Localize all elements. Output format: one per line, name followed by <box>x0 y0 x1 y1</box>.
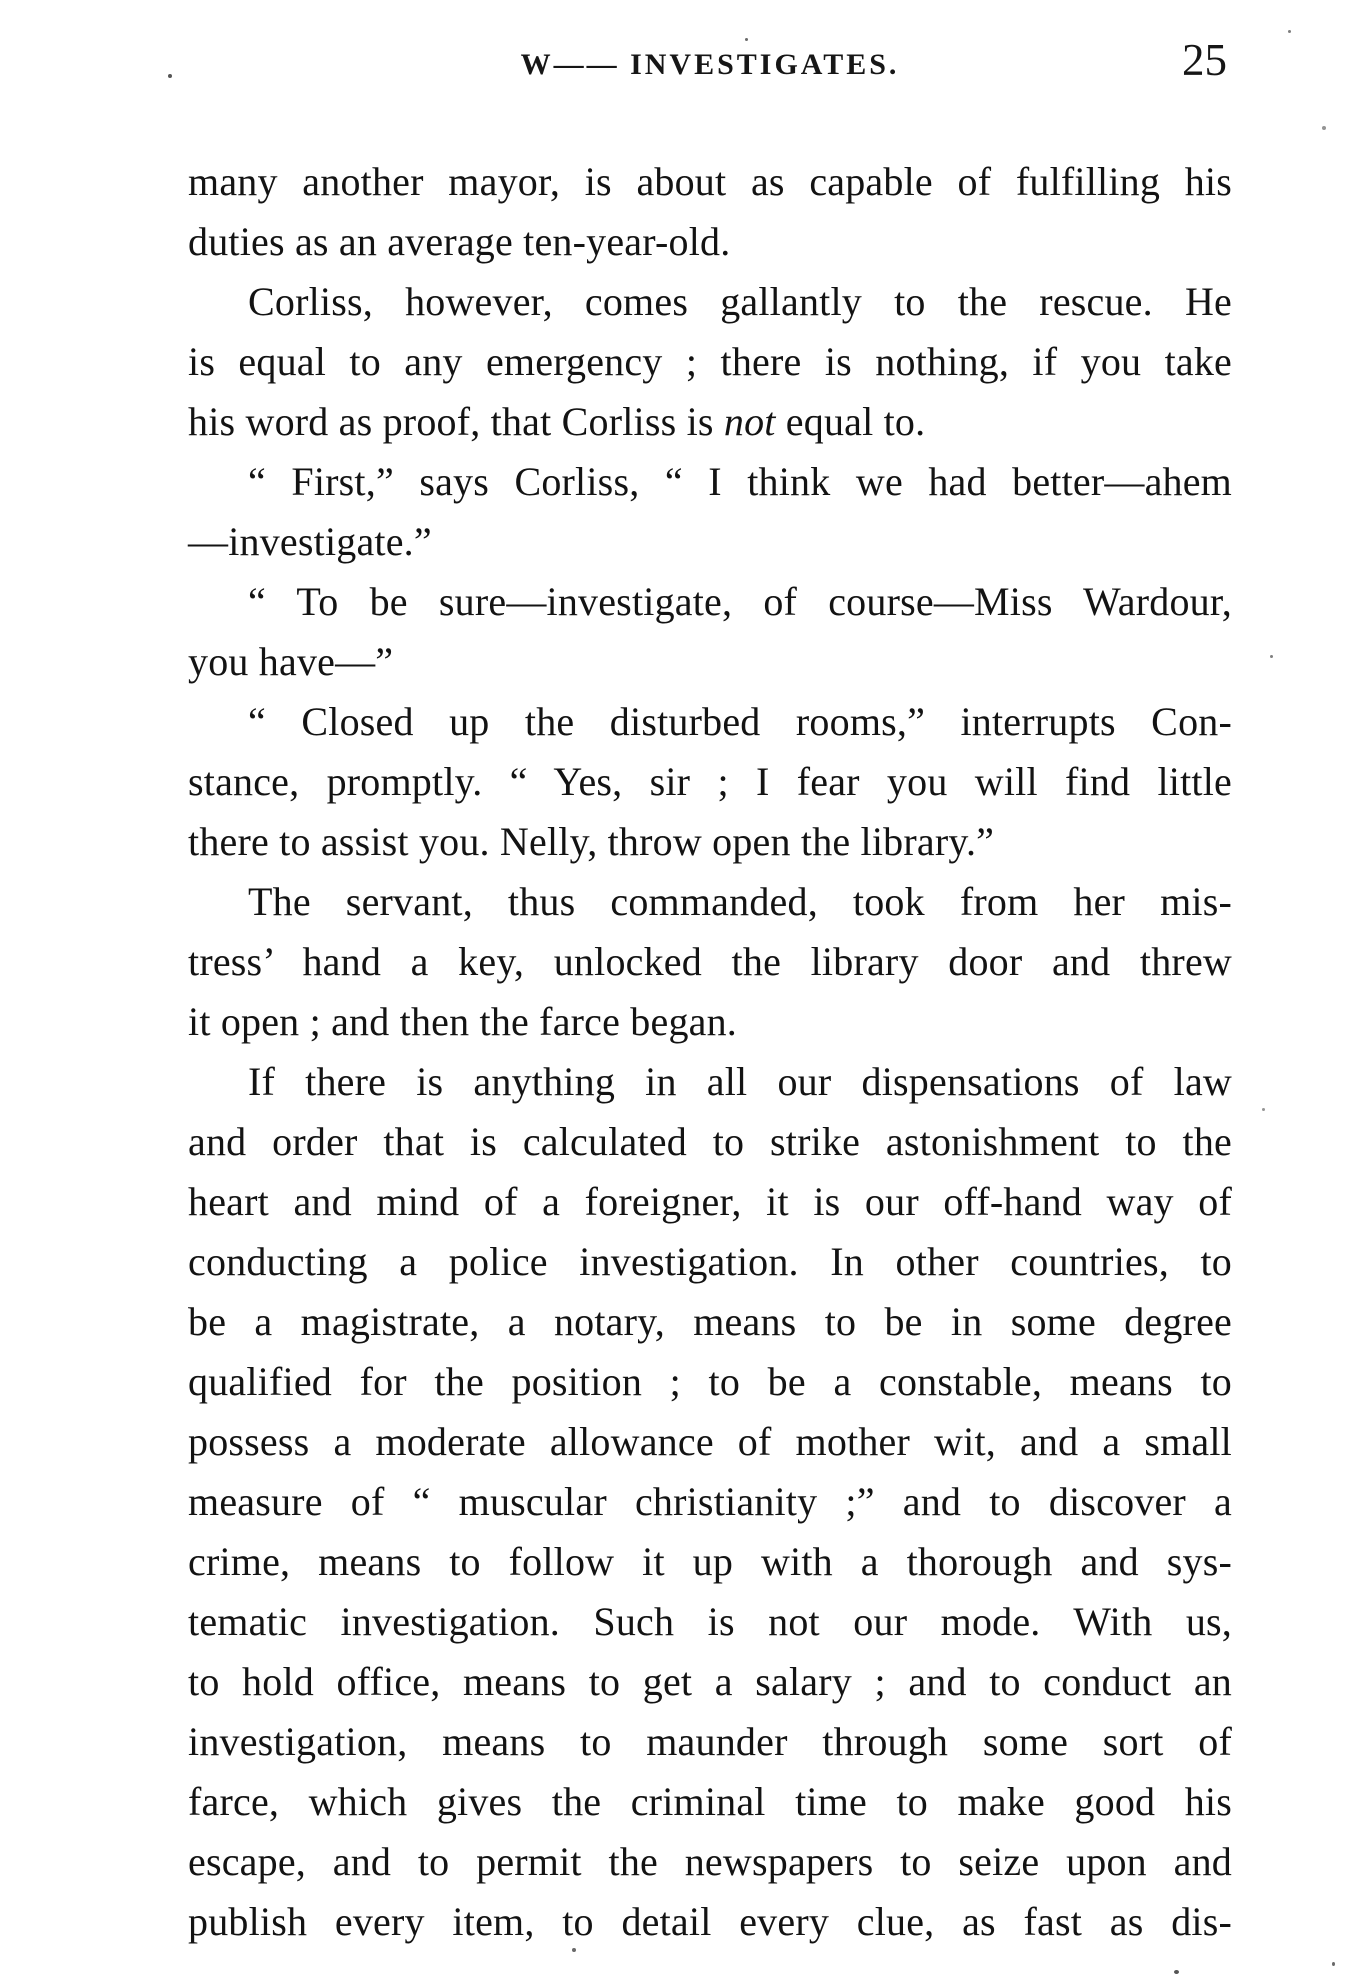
text-line: investigation, means to maunder through some sort of <box>188 1719 1232 1764</box>
scan-speck <box>1270 655 1273 658</box>
text-line: The servant, thus commanded, took from her mis- <box>248 879 1232 924</box>
text-line: —investigate.” <box>188 519 432 564</box>
text-line: “ To be sure—investigate, of course—Miss Wardour, <box>248 579 1232 624</box>
text-line: farce, which gives the criminal time to make good his <box>188 1779 1232 1824</box>
scan-speck <box>745 38 748 41</box>
text-line: possess a moderate allowance of mother wit, and a small <box>188 1419 1232 1464</box>
scan-speck <box>168 74 172 78</box>
text-line <box>188 392 1232 452</box>
text-line: duties as an average ten-year-old. <box>188 219 731 264</box>
text-segment: his word as proof, that Corliss is <box>188 399 724 444</box>
scan-speck <box>572 1948 576 1952</box>
scan-speck <box>1332 1962 1335 1966</box>
page-number: 25 <box>1182 35 1227 85</box>
text-line: crime, means to follow it up with a thorough and sys- <box>188 1539 1232 1584</box>
text-line: escape, and to permit the newspapers to seize upon and <box>188 1839 1232 1884</box>
text-line: qualified for the position ; to be a constable, means to <box>188 1359 1232 1404</box>
scan-speck <box>1322 126 1326 130</box>
text-line: and order that is calculated to strike astonishment to the <box>188 1119 1232 1164</box>
text-line: measure of “ muscular christianity ;” and to discover a <box>188 1479 1232 1524</box>
text-line: be a magistrate, a notary, means to be in some degree <box>188 1299 1232 1344</box>
text-segment: equal to. <box>775 399 926 444</box>
scan-speck <box>1288 30 1291 33</box>
scan-speck <box>1174 1970 1179 1974</box>
text-line: “ First,” says Corliss, “ I think we had better—ahem <box>248 459 1232 504</box>
text-line: conducting a police investigation. In other countries, to <box>188 1239 1232 1284</box>
text-line: publish every item, to detail every clue, as fast as dis- <box>188 1899 1232 1944</box>
running-header-title: W—— INVESTIGATES. <box>520 48 900 81</box>
text-line: is equal to any emergency ; there is nothing, if you take <box>188 339 1232 384</box>
text-line: stance, promptly. “ Yes, sir ; I fear you will find little <box>188 759 1232 804</box>
body-text-block <box>188 152 1232 1952</box>
text-line: Corliss, however, comes gallantly to the rescue. He <box>248 279 1232 324</box>
text-line: it open ; and then the farce began. <box>188 999 737 1044</box>
text-line: If there is anything in all our dispensations of law <box>248 1059 1232 1104</box>
text-line: you have—” <box>188 639 394 684</box>
text-line: “ Closed up the disturbed rooms,” interrupts Con- <box>248 699 1232 744</box>
italic-text: not <box>723 399 776 444</box>
text-line: tematic investigation. Such is not our mode. With us, <box>188 1599 1232 1644</box>
scan-speck <box>1262 1108 1265 1111</box>
text-line: heart and mind of a foreigner, it is our off-hand way of <box>188 1179 1232 1224</box>
text-line: many another mayor, is about as capable of fulfilling his <box>188 159 1232 204</box>
text-line: tress’ hand a key, unlocked the library door and threw <box>188 939 1232 984</box>
text-line: there to assist you. Nelly, throw open the library.” <box>188 819 995 864</box>
text-line: to hold office, means to get a salary ; and to conduct an <box>188 1659 1232 1704</box>
